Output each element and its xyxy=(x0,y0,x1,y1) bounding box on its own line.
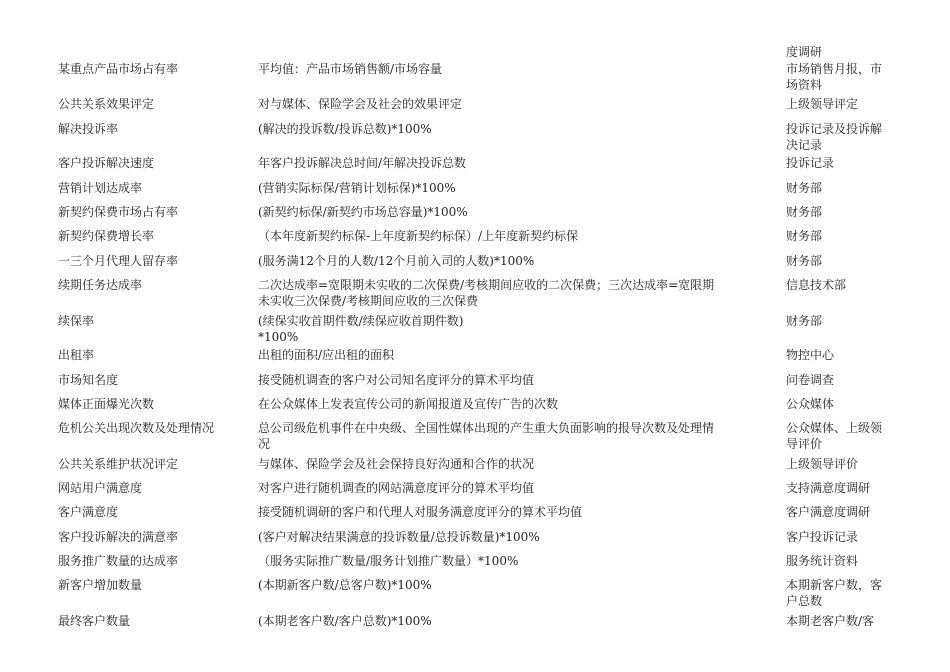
indicator-formula: 年客户投诉解决总时间/年解决投诉总数 xyxy=(258,156,467,170)
data-source: 投诉记录及投诉解 决记录 xyxy=(786,122,883,152)
indicator-name: 媒体正面爆光次数 xyxy=(58,397,155,411)
data-source: 问卷调查 xyxy=(786,373,835,387)
indicator-formula: (新契约标保/新契约市场总容量)*100% xyxy=(258,205,468,219)
indicator-formula: 平均值：产品市场销售额/市场容量 xyxy=(258,62,443,76)
indicator-formula: (解决的投诉数/投诉总数)*100% xyxy=(258,122,432,136)
source-fragment: 度调研 xyxy=(786,45,823,59)
indicator-name: 服务推广数量的达成率 xyxy=(58,554,179,568)
data-source: 公众媒体 xyxy=(786,397,835,411)
indicator-name: 市场知名度 xyxy=(58,373,119,387)
data-source: 财务部 xyxy=(786,314,823,328)
data-source: 上级领导评定 xyxy=(786,97,859,111)
indicator-name: 危机公关出现次数及处理情况 xyxy=(58,421,215,435)
indicator-name: 公共关系维护状况评定 xyxy=(58,457,179,471)
indicator-formula: （本年度新契约标保-上年度新契约标保）/上年度新契约标保 xyxy=(258,229,579,243)
indicator-name: 客户投诉解决速度 xyxy=(58,156,155,170)
data-source: 上级领导评价 xyxy=(786,457,859,471)
indicator-name: 出租率 xyxy=(58,348,95,362)
data-source: 信息技术部 xyxy=(786,278,847,292)
data-source: 财务部 xyxy=(786,181,823,195)
data-source: 本期老客户数/客 xyxy=(786,614,875,628)
indicator-formula: 接受随机调查的客户对公司知名度评分的算术平均值 xyxy=(258,373,535,387)
indicator-name: 续保率 xyxy=(58,314,95,328)
indicator-formula: 在公众媒体上发表宣传公司的新闻报道及宣传广告的次数 xyxy=(258,397,559,411)
data-source: 市场销售月报，市 场资料 xyxy=(786,62,883,92)
indicator-formula: 接受随机调研的客户和代理人对服务满意度评分的算术平均值 xyxy=(258,505,583,519)
data-source: 支持满意度调研 xyxy=(786,481,871,495)
data-source: 财务部 xyxy=(786,229,823,243)
indicator-name: 解决投诉率 xyxy=(58,122,119,136)
data-source: 财务部 xyxy=(786,254,823,268)
indicator-formula: (续保实收首期件数/续保应收首期件数) *100% xyxy=(258,314,464,344)
indicator-name: 续期任务达成率 xyxy=(58,278,143,292)
indicator-name: 最终客户数量 xyxy=(58,614,131,628)
data-source: 本期新客户数，客 户总数 xyxy=(786,578,883,608)
indicator-name: 客户满意度 xyxy=(58,505,119,519)
data-source: 客户满意度调研 xyxy=(786,505,871,519)
indicator-formula: 对客户进行随机调查的网站满意度评分的算术平均值 xyxy=(258,481,535,495)
indicator-formula: (本期老客户数/客户总数)*100% xyxy=(258,614,432,628)
data-source: 财务部 xyxy=(786,205,823,219)
indicator-name: 客户投诉解决的满意率 xyxy=(58,530,179,544)
indicator-formula: 对与媒体、保险学会及社会的效果评定 xyxy=(258,97,463,111)
data-source: 投诉记录 xyxy=(786,156,835,170)
indicator-name: 公共关系效果评定 xyxy=(58,97,155,111)
indicator-formula: （服务实际推广数量/服务计划推广数量）*100% xyxy=(258,554,519,568)
indicator-formula: 总公司级危机事件在中央级、全国性媒体出现的产生重大负面影响的报导次数及处理情 况 xyxy=(258,421,715,451)
indicator-name: 新契约保费市场占有率 xyxy=(58,205,179,219)
indicator-name: 新客户增加数量 xyxy=(58,578,143,592)
data-source: 客户投诉记录 xyxy=(786,530,859,544)
data-source: 物控中心 xyxy=(786,348,835,362)
indicator-name: 一三个月代理人留存率 xyxy=(58,254,179,268)
indicator-name: 新契约保费增长率 xyxy=(58,229,155,243)
indicator-formula: 出租的面积/应出租的面积 xyxy=(258,348,395,362)
data-source: 公众媒体、上级领 导评价 xyxy=(786,421,883,451)
indicator-formula: (本期新客户数/总客户数)*100% xyxy=(258,578,432,592)
indicator-name: 网站用户满意度 xyxy=(58,481,143,495)
indicator-formula: (服务满12个月的人数/12个月前入司的人数)*100% xyxy=(258,254,535,268)
indicator-formula: (营销实际标保/营销计划标保)*100% xyxy=(258,181,456,195)
data-source: 服务统计资料 xyxy=(786,554,859,568)
indicator-formula: (客户对解决结果满意的投诉数量/总投诉数量)*100% xyxy=(258,530,540,544)
indicator-name: 某重点产品市场占有率 xyxy=(58,62,179,76)
indicator-formula: 与媒体、保险学会及社会保持良好沟通和合作的状况 xyxy=(258,457,535,471)
indicator-name: 营销计划达成率 xyxy=(58,181,143,195)
indicator-formula: 二次达成率=宽限期未实收的二次保费/考核期间应收的二次保费；三次达成率=宽限期 未实收三次保费/考核期间应收的三次保费 xyxy=(258,278,715,308)
